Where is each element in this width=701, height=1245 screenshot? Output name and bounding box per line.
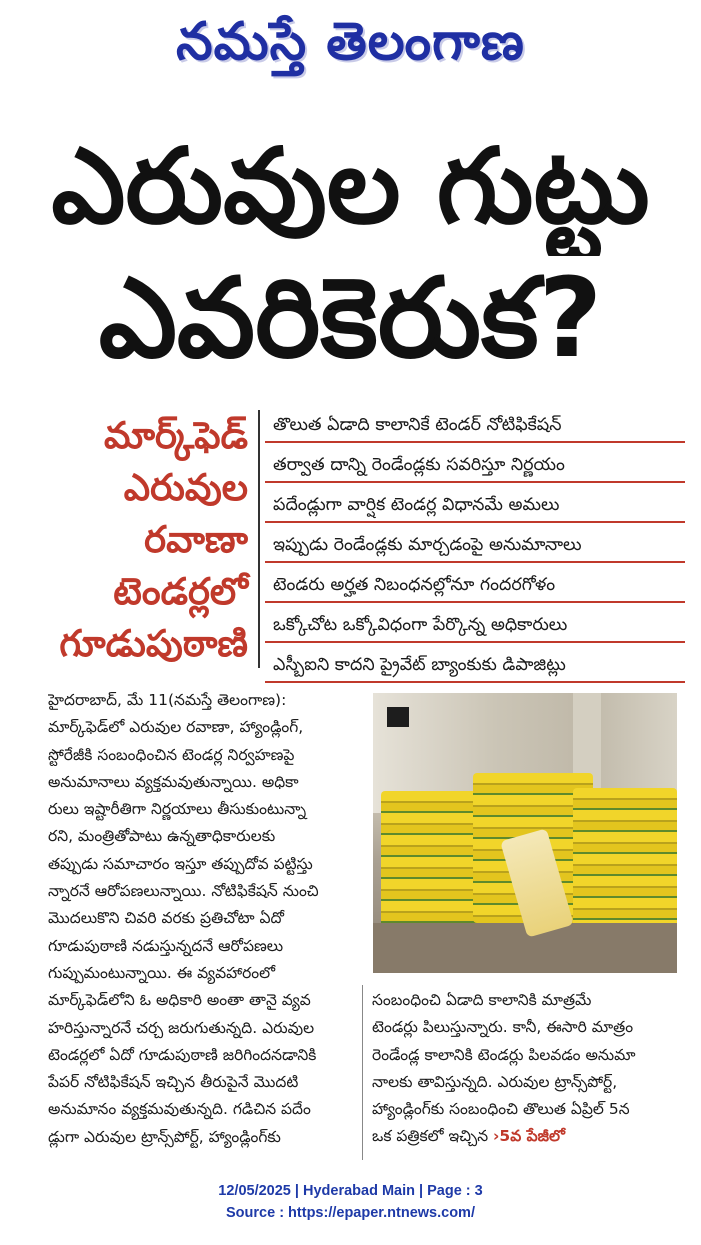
- deck-line: గూడుపుఠాణి: [59, 622, 248, 665]
- body-line: సంబంధించి ఏడాది కాలానికి మాత్రమే: [372, 991, 592, 1009]
- body-line: హ్యాండ్లింగ్‌కు సంబంధించి తొలుత ఏప్రిల్ 5న: [372, 1100, 630, 1119]
- article-body-left: [48, 687, 358, 1151]
- headline-line-2: ఎవరికెరుక?: [98, 254, 603, 382]
- deck-line: టెండర్లలో: [113, 570, 248, 613]
- body-line: మార్క్‌ఫెడ్‌లో ఎరువుల రవాణా, హ్యాండ్లింగ్,: [48, 718, 304, 737]
- bullet-item: ఒక్కోచోట ఒక్కోవిధంగా పేర్కొన్న అధికారులు: [265, 610, 685, 643]
- body-line: [372, 1123, 682, 1150]
- column-rule: [362, 985, 363, 1160]
- body-line: పేపర్ నోటిఫికేషన్ ఇచ్చిన తీరుపైనే మొదటి: [48, 1073, 299, 1092]
- bullet-item: ఎస్బీఐని కాదని ప్రైవేట్ బ్యాంకుకు డిపాజిట్లు: [265, 650, 685, 683]
- headline-line-1: ఎరువుల గుట్టు: [51, 125, 650, 247]
- bullet-item: తర్వాత దాన్ని రెండేండ్లకు సవరిస్తూ నిర్ణయం: [265, 450, 685, 483]
- body-line: రులు ఇష్టారీతిగా నిర్ణయాలు తీసుకుంటున్నా: [48, 800, 307, 819]
- photo-window: [387, 707, 409, 727]
- body-line: టెండర్లలో ఏదో గూడుపుఠాణి జరిగిందనడానికి: [48, 1045, 317, 1064]
- body-line: టెండర్లు పిలుస్తున్నారు. కానీ, ఈసారి మాత్రం: [372, 1018, 634, 1037]
- body-line: న్నారనే ఆరోపణలున్నాయి. నోటిఫికేషన్ నుంచి: [48, 882, 319, 901]
- body-line: అనుమానాలు వ్యక్తమవుతున్నాయి. అధికా: [48, 772, 299, 791]
- bullet-item: పదేండ్లుగా వార్షిక టెండర్ల విధానమే అమలు: [265, 490, 685, 523]
- body-line: తప్పుడు సమాచారం ఇస్తూ తప్పుదోవ పట్టిస్తు: [48, 854, 313, 873]
- deck-line: మార్క్‌ఫెడ్: [103, 414, 248, 457]
- masthead-logo: నమస్తే తెలంగాణ: [176, 12, 525, 72]
- highlight-bullets: [265, 410, 685, 690]
- body-line: నాలకు తావిస్తున్నది. ఎరువుల ట్రాన్స్‌పోర్ట్,: [372, 1072, 618, 1091]
- body-line: గుప్పుమంటున్నాయి. ఈ వ్యవహారంలో: [48, 963, 276, 982]
- deck-subheadline: [8, 410, 248, 670]
- body-line: రని, మంత్రితోపాటు ఉన్నతాధికారులకు: [48, 827, 276, 846]
- body-line: అనుమానం వ్యక్తమవుతున్నది. గడిచిన పదేం: [48, 1100, 311, 1119]
- body-line: డ్లుగా ఎరువుల ట్రాన్స్‌పోర్ట్, హ్యాండ్లింగ్‌కు: [48, 1127, 281, 1146]
- footer-date-edition: 12/05/2025 | Hyderabad Main | Page : 3: [218, 1183, 483, 1199]
- body-line: మొదలుకొని చివరి వరకు ప్రతిచోటా ఏదో: [48, 909, 284, 928]
- bag-pile: [573, 788, 677, 928]
- deck-divider: [258, 410, 260, 668]
- footer-source-link[interactable]: Source : https://epaper.ntnews.com/: [226, 1205, 475, 1221]
- body-line: రెండేండ్ల కాలానికి టెండర్లు పిలవడం అనుమా: [372, 1045, 636, 1064]
- footer: [0, 1180, 701, 1224]
- article-body-right: [372, 987, 682, 1151]
- bullet-item: టెండరు అర్హత నిబంధనల్లోనూ గందరగోళం: [265, 570, 685, 603]
- body-line: గూడుపుఠాణి నడుస్తున్నదనే ఆరోపణలు: [48, 936, 284, 955]
- body-line: స్టోరేజీకి సంబంధించిన టెండర్ల నిర్వహణపై: [48, 745, 295, 764]
- body-line: హరిస్తున్నారనే చర్చ జరుగుతున్నది. ఎరువుల: [48, 1018, 315, 1037]
- continued-on-page-link[interactable]: ›5వ పేజీలో: [493, 1127, 565, 1146]
- deck-line: ఎరువుల: [123, 466, 248, 509]
- bullet-item: తొలుత ఏడాది కాలానికే టెండర్ నోటిఫికేషన్: [265, 410, 685, 443]
- fertilizer-bags-photo: [373, 693, 677, 973]
- body-line-text: ఒక పత్రికలో ఇచ్చిన: [372, 1127, 489, 1146]
- body-line: మార్క్‌ఫెడ్‌లోని ఓ అధికారి అంతా తానై వ్యవ: [48, 991, 311, 1010]
- deck-line: రవాణా: [144, 518, 248, 561]
- bullet-item: ఇప్పుడు రెండేండ్లకు మార్చడంపై అనుమానాలు: [265, 530, 685, 563]
- body-line: హైదరాబాద్, మే 11(నమస్తే తెలంగాణ):: [48, 691, 287, 709]
